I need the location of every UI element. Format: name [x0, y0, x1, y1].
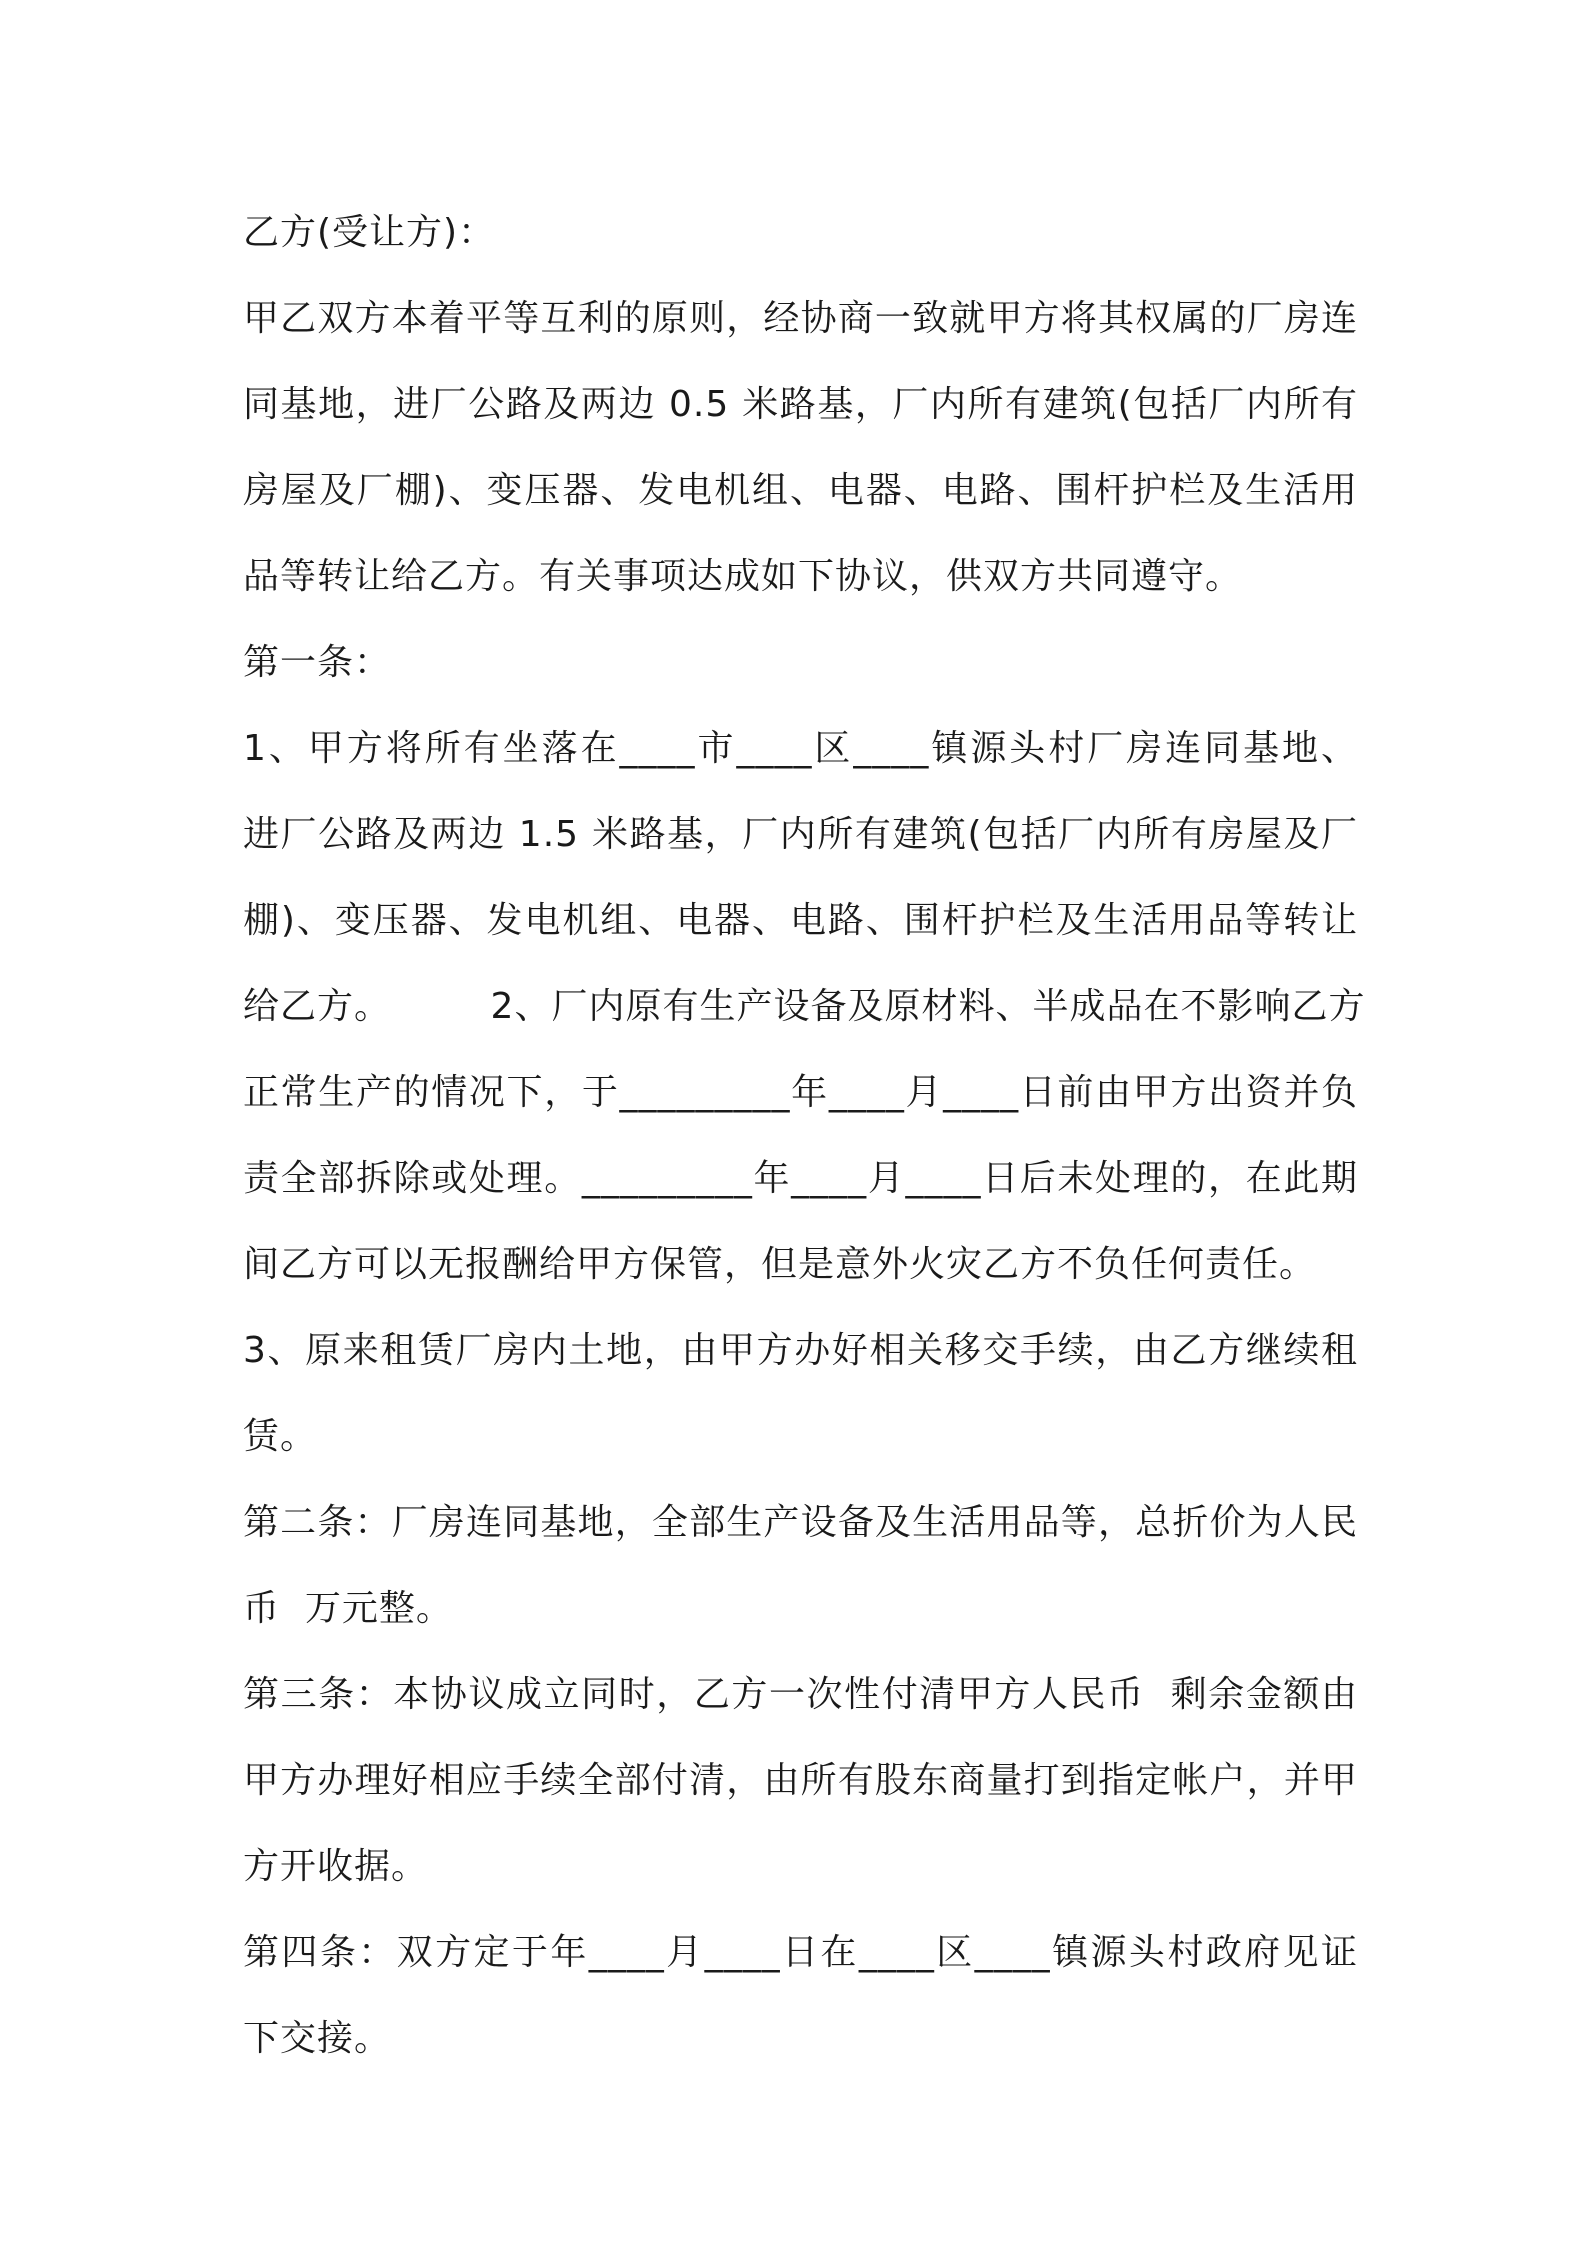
- article-3-line-2: 甲方办理好相应手续全部付清，由所有股东商量打到指定帐户，并甲: [243, 1760, 1358, 1801]
- article-3-line-1: 第三条：本协议成立同时，乙方一次性付清甲方人民币 剩余金额由: [243, 1674, 1358, 1715]
- article-1-line-9: 赁。: [243, 1416, 318, 1457]
- preamble-line-2: 同基地，进厂公路及两边 0.5 米路基，厂内所有建筑(包括厂内所有: [243, 384, 1358, 425]
- preamble-line-1: 甲乙双方本着平等互利的原则，经协商一致就甲方将其权属的厂房连: [243, 298, 1358, 339]
- article-1-line-5: 正常生产的情况下，于_________年____月____日前由甲方出资并负: [243, 1072, 1358, 1113]
- article-4-line-2: 下交接。: [243, 2018, 392, 2059]
- preamble-line-3: 房屋及厂棚)、变压器、发电机组、电器、电路、围杆护栏及生活用: [243, 470, 1358, 511]
- article-1-line-8: 3、原来租赁厂房内土地，由甲方办好相关移交手续，由乙方继续租: [243, 1330, 1358, 1371]
- party-b-heading: 乙方(受让方)：: [243, 212, 496, 253]
- article-1-line-7: 间乙方可以无报酬给甲方保管，但是意外火灾乙方不负任何责任。: [243, 1244, 1317, 1285]
- article-1-line-3: 棚)、变压器、发电机组、电器、电路、围杆护栏及生活用品等转让: [243, 900, 1358, 941]
- article-2-line-2: 币 万元整。: [243, 1588, 453, 1629]
- article-1-line-2: 进厂公路及两边 1.5 米路基，厂内所有建筑(包括厂内所有房屋及厂: [243, 814, 1358, 855]
- preamble-line-4: 品等转让给乙方。有关事项达成如下协议，供双方共同遵守。: [243, 556, 1243, 597]
- agreement-body: [243, 190, 1366, 2082]
- article-2-line-1: 第二条：厂房连同基地，全部生产设备及生活用品等，总折价为人民: [243, 1502, 1358, 1543]
- article-3-line-3: 方开收据。: [243, 1846, 429, 1887]
- article-4-line-1: 第四条：双方定于年____月____日在____区____镇源头村政府见证: [243, 1932, 1358, 1973]
- article-1-line-1: 1、甲方将所有坐落在____市____区____镇源头村厂房连同基地、: [243, 728, 1358, 769]
- article-1-heading: 第一条：: [243, 642, 392, 683]
- article-1-line-6: 责全部拆除或处理。_________年____月____日后未处理的，在此期: [243, 1158, 1358, 1199]
- article-1-line-4: 给乙方。 2、厂内原有生产设备及原材料、半成品在不影响乙方: [243, 986, 1366, 1027]
